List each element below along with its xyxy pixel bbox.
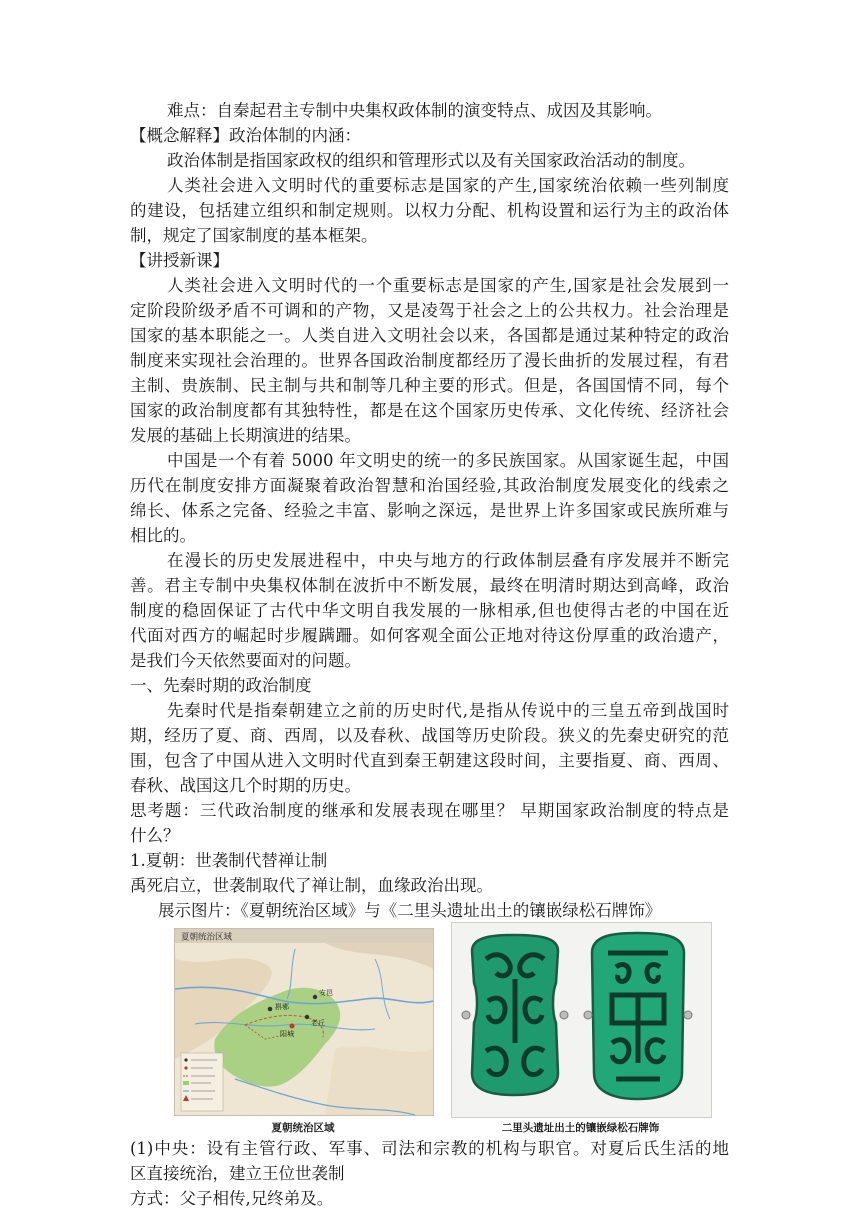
right-plaque [584, 933, 692, 1099]
paragraph-line: 定阶段阶级矛盾不可调和的产物，又是凌驾于社会之上的公共权力。社会治理是 [130, 301, 729, 320]
paragraph-line: 主制、贵族制、民主制与共和制等几种主要的形式。但是，各国国情不同，每个 [130, 376, 729, 395]
paragraph-line: 代面对西方的崛起时步履蹒跚。如何客观全面公正地对待这份厚重的政治遗产， [130, 626, 729, 645]
paragraph-line: 方式：父子相传,兄终弟及。 [130, 1189, 334, 1208]
map-title: 夏朝统治区域 [181, 932, 233, 943]
paragraph-line: 人类社会进入文明时代的重要标志是国家的产生,国家统治依赖一些列制度 [167, 176, 729, 195]
paragraph-line: 制度来实现社会治理的。世界各国政治制度都经历了漫长曲折的发展过程，有君 [130, 351, 729, 370]
paragraph-line: 相比的。 [130, 526, 196, 545]
paragraph-line: 是我们今天依然要面对的问题。 [130, 651, 361, 670]
paragraph-line: 区直接统治，建立王位世袭制 [130, 1164, 345, 1183]
paragraph-line: 历代在制度安排方面凝聚着政治智慧和治国经验,其政治制度发展变化的线索之 [130, 476, 729, 495]
paragraph-line: 的建设，包括建立组织和制定规则。以权力分配、机构设置和运行为主的政治体 [130, 201, 729, 220]
artifact-figure [451, 922, 712, 1118]
map-city-label: 斟鄩 [275, 1003, 289, 1011]
chapter-heading: 一、先秦时期的政治制度 [130, 676, 312, 695]
map-city-label: 阳城 [280, 1030, 294, 1038]
paragraph-line: 围，包含了中国从进入文明时代直到秦王朝建这段时间，主要指夏、商、西周、 [130, 751, 729, 770]
paragraph-line: 春秋、战国这几个时期的历史。 [130, 776, 361, 795]
difficulty-line: 难点：自秦起君主专制中央集权政体制的演变特点、成因及其影响。 [167, 101, 662, 120]
subsection-heading: 1.夏朝：世袭制代替禅让制 [130, 851, 328, 870]
map-caption: 夏朝统治区域 [271, 1122, 335, 1134]
paragraph-line: 在漫长的历史发展进程中，中央与地方的行政体制层叠有序发展并不断完 [167, 551, 729, 570]
paragraph-line: 禹死启立，世袭制取代了禅让制，血缘政治出现。 [130, 876, 493, 895]
map-city-label: 老丘 [311, 1019, 325, 1027]
question-line: 什么？ [130, 826, 180, 845]
concept-heading: 【概念解释】政治体制的内涵： [130, 126, 361, 145]
paragraph-line: 国家的基本职能之一。人类自进入文明社会以来，各国都是通过某种特定的政治 [130, 326, 729, 345]
paragraph-line: 中国是一个有着 5000 年文明史的统一的多民族国家。从国家诞生起，中国 [167, 451, 729, 470]
xia-map-image [175, 929, 433, 1115]
question-line: 思考题：三代政治制度的继承和发展表现在哪里？ 早期国家政治制度的特点是 [130, 801, 729, 820]
map-city-label: 安邑 [319, 989, 333, 997]
figure-intro-line: 展示图片：《夏朝统治区域》与《二里头遗址出土的镶嵌绿松石牌饰》 [158, 901, 662, 920]
xia-map-figure [174, 928, 434, 1116]
turquoise-plaques-image [452, 923, 711, 1117]
paragraph-line: 期，经历了夏、商、西周，以及春秋、战国等历史阶段。狭义的先秦史研究的范 [130, 726, 729, 745]
paragraph-line: 人类社会进入文明时代的一个重要标志是国家的产生,国家是社会发展到一 [167, 276, 729, 295]
paragraph-line: 制，规定了国家制度的基本框架。 [130, 226, 378, 245]
paragraph-line: 善。君主专制中央集权体制在波折中不断发展，最终在明清时期达到高峰，政治 [130, 576, 729, 595]
paragraph-line: 国家的政治制度都有其独特性，都是在这个国家历史传承、文化传统、经济社会 [130, 401, 729, 420]
paragraph-line: (1)中央：设有主管行政、军事、司法和宗教的机构与职官。对夏后氏生活的地 [130, 1139, 729, 1158]
left-plaque [462, 935, 568, 1095]
paragraph-line: 发展的基础上长期演进的结果。 [130, 426, 361, 445]
paragraph-line: 政治体制是指国家政权的组织和管理形式以及有关国家政治活动的制度。 [167, 151, 695, 170]
paragraph-line: 先秦时代是指秦朝建立之前的历史时代,是指从传说中的三皇五帝到战国时 [167, 701, 729, 720]
section-heading: 【讲授新课】 [130, 251, 229, 270]
artifact-caption: 二里头遗址出土的镶嵌绿松石牌饰 [501, 1122, 660, 1134]
paragraph-line: 制度的稳固保证了古代中华文明自我发展的一脉相承,但也使得古老的中国在近 [130, 601, 729, 620]
paragraph-line: 绵长、体系之完备、经验之丰富、影响之深远，是世界上许多国家或民族所难与 [130, 501, 729, 520]
